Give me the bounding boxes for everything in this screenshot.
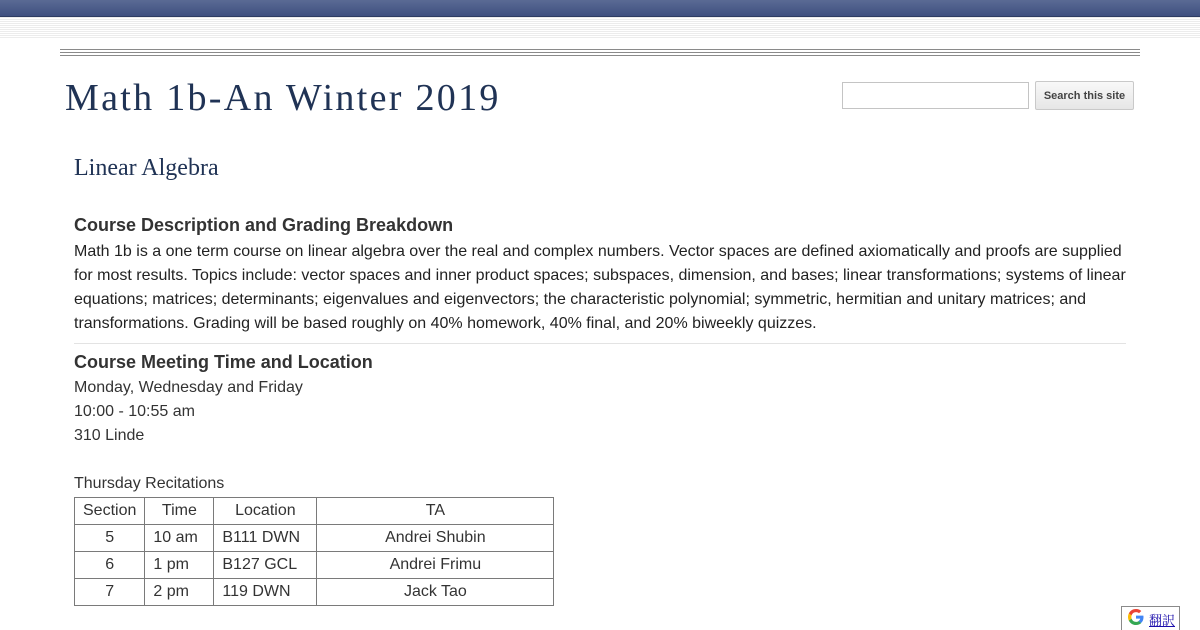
cell-ta: Jack Tao	[317, 579, 554, 606]
recitations-label: Thursday Recitations	[74, 475, 225, 492]
cell-section: 5	[75, 525, 145, 552]
cell-section: 7	[75, 579, 145, 606]
column-header-location: Location	[214, 498, 317, 525]
table-header-row	[75, 498, 554, 525]
translate-button[interactable]	[1121, 606, 1180, 630]
section-divider	[74, 343, 1126, 344]
translate-label[interactable]: 翻訳	[1149, 612, 1176, 628]
header-divider	[60, 49, 1140, 56]
column-header-ta: TA	[317, 498, 554, 525]
recitations-table	[74, 497, 554, 606]
meeting-heading: Course Meeting Time and Location	[74, 352, 373, 372]
site-title[interactable]: Math 1b-An Winter 2019	[65, 77, 501, 119]
cell-location: 119 DWN	[214, 579, 317, 606]
cell-location: B127 GCL	[214, 552, 317, 579]
cell-location: B111 DWN	[214, 525, 317, 552]
meeting-location: 310 Linde	[74, 427, 145, 444]
google-g-icon	[1127, 608, 1145, 630]
table-row	[75, 525, 554, 552]
search-input[interactable]	[842, 82, 1029, 109]
column-header-section: Section	[75, 498, 145, 525]
cell-section: 6	[75, 552, 145, 579]
table-row	[75, 579, 554, 606]
column-header-time: Time	[145, 498, 214, 525]
meeting-time: 10:00 - 10:55 am	[74, 403, 195, 420]
cell-time: 1 pm	[145, 552, 214, 579]
cell-time: 2 pm	[145, 579, 214, 606]
cell-time: 10 am	[145, 525, 214, 552]
description-text: Math 1b is a one term course on linear algebra over the real and complex numbers. Vector spaces are defined axiomatically and proofs are supplied for most results. Topics include: vector spaces and inner product spaces; subspaces, dimension, and bases; linear transformations; systems of linear equations; matrices; determinants; eigenvalues and eigenvectors; the characteristic polynomial; symmetric, hermitian and unitary matrices; and transformations. Grading will be based roughly on 40% homework, 40% final, and 20% biweekly quizzes.	[74, 243, 1126, 332]
meeting-days: Monday, Wednesday and Friday	[74, 379, 303, 396]
cell-ta: Andrei Frimu	[317, 552, 554, 579]
description-heading: Course Description and Grading Breakdown	[74, 215, 454, 235]
table-row	[75, 552, 554, 579]
cell-ta: Andrei Shubin	[317, 525, 554, 552]
page-title: Linear Algebra	[74, 155, 219, 181]
header-texture	[0, 17, 1200, 39]
top-bar	[0, 0, 1200, 17]
search-button[interactable]: Search this site	[1035, 81, 1134, 110]
